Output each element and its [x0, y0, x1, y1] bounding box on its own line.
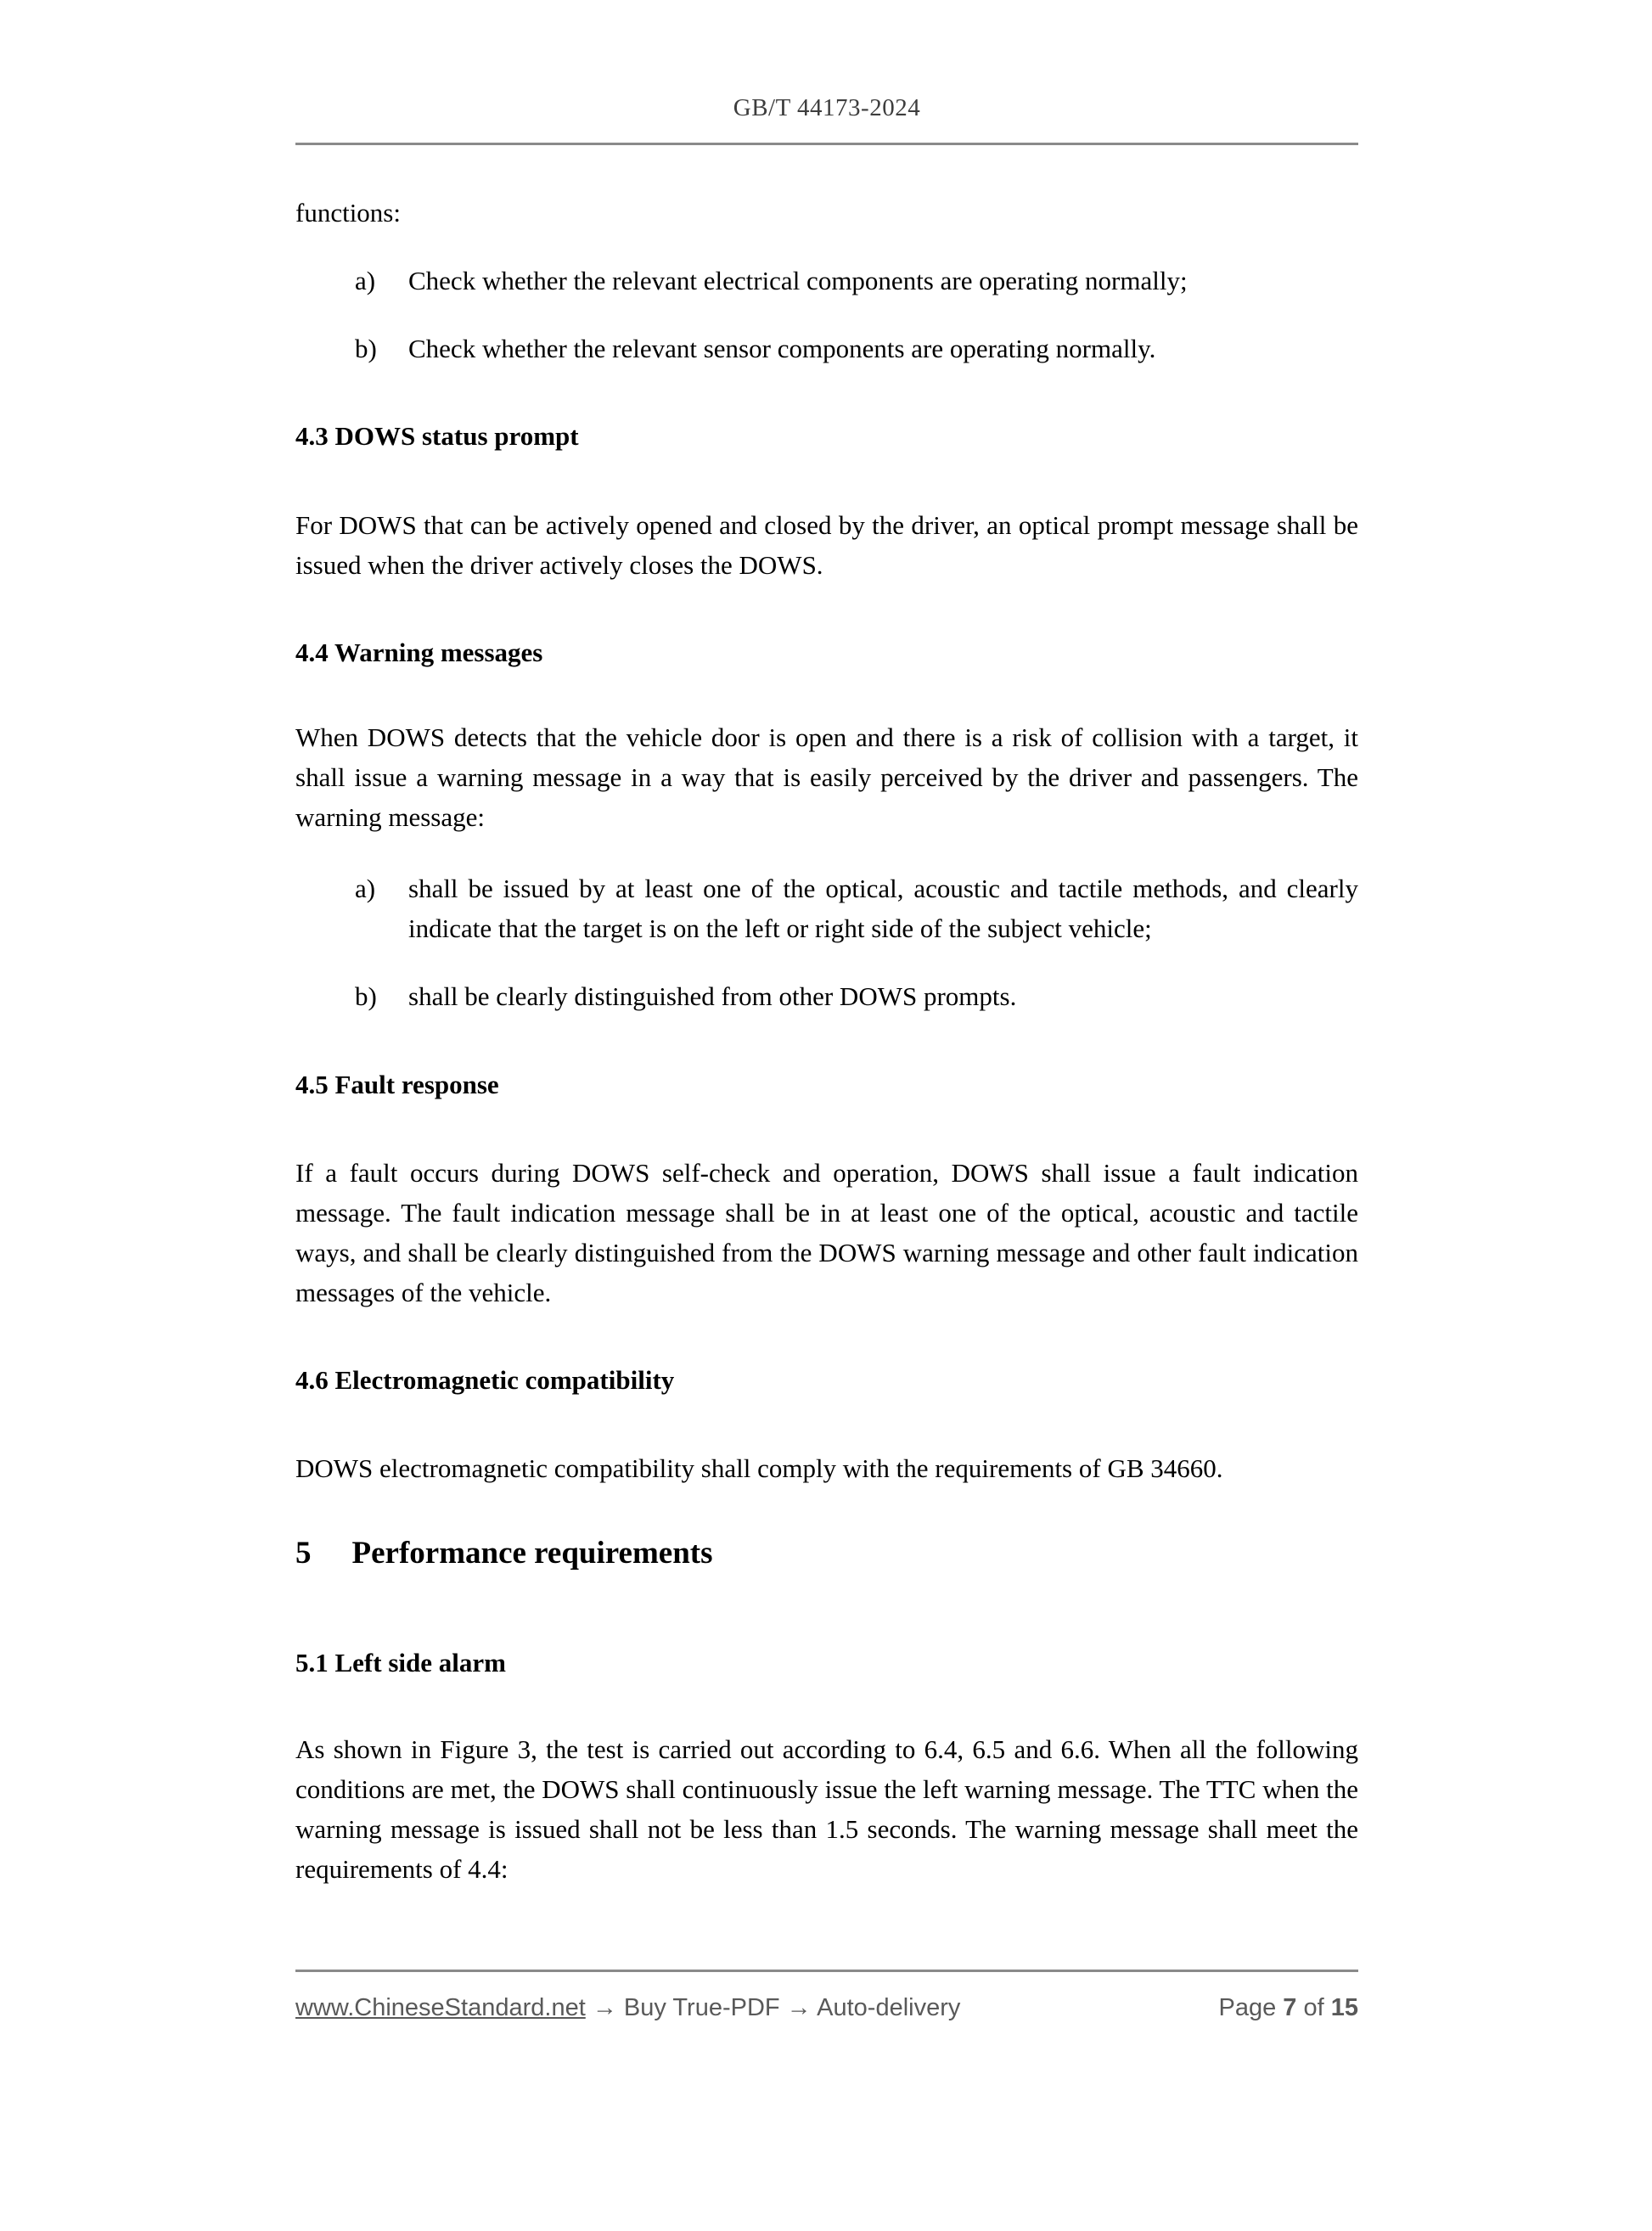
section-paragraph-5-1: As shown in Figure 3, the test is carried out according to 6.4, 6.5 and 6.6. When all the following conditions are met, the DOWS shall continuously issue the left warning message. The TTC when the warning message is issued shall not be less than 1.5 seconds. The warning message shall meet the requirements of 4.4:: [295, 1734, 1358, 1884]
document-page: [0, 93, 1652, 2231]
section-heading-5-1: 5.1 Left side alarm: [295, 1648, 506, 1677]
section-heading-4-6: 4.6 Electromagnetic compatibility: [295, 1365, 675, 1395]
section-paragraph-4-4: When DOWS detects that the vehicle door is open and there is a risk of collision with a target, it shall issue a warning message in a way that is easily perceived by the driver and passengers. The warning message:: [295, 722, 1358, 832]
footer-buy-label: Buy True-PDF: [623, 1994, 780, 2021]
chapter-number: 5: [295, 1536, 312, 1571]
list-item-marker: a): [355, 874, 376, 903]
list-item-text: Check whether the relevant electrical components are operating normally;: [408, 266, 1188, 295]
intro-text: functions:: [295, 198, 401, 228]
list-item-b: [295, 329, 1358, 368]
list-item-marker: b): [355, 334, 377, 363]
page-header-title: GB/T 44173-2024: [733, 94, 921, 121]
list-item-marker: a): [355, 266, 376, 295]
list-item-text: shall be clearly distinguished from other DOWS prompts.: [408, 981, 1017, 1011]
arrow-icon: →: [786, 1994, 812, 2021]
warning-list-item-b: [295, 976, 1358, 1016]
page-indicator: [1218, 1989, 1358, 2026]
section-paragraph-4-3: For DOWS that can be actively opened and closed by the driver, an optical prompt message shall be issued when the driver actively closes the DOWS.: [295, 510, 1358, 580]
list-item-text: shall be issued by at least one of the optical, acoustic and tactile methods, and clearly indicate that the target is on the left or right side of the subject vehicle;: [408, 874, 1358, 943]
footer-left: [295, 1989, 960, 2026]
list-item-a: [295, 261, 1358, 301]
arrow-icon: →: [592, 1994, 617, 2021]
footer-delivery-label: Auto-delivery: [817, 1994, 961, 2021]
warning-list-item-a: [295, 868, 1358, 948]
page-indicator-of: of: [1303, 1994, 1324, 2021]
footer-divider: [295, 1970, 1358, 1972]
section-paragraph-4-6: DOWS electromagnetic compatibility shall comply with the requirements of GB 34660.: [295, 1453, 1223, 1483]
page-indicator-current: 7: [1283, 1994, 1297, 2021]
section-heading-4-3: 4.3 DOWS status prompt: [295, 421, 579, 451]
footer-website-link[interactable]: www.ChineseStandard.net: [295, 1994, 586, 2021]
section-heading-4-5: 4.5 Fault response: [295, 1070, 499, 1099]
list-item-marker: b): [355, 981, 377, 1011]
list-item-text: Check whether the relevant sensor components are operating normally.: [408, 334, 1156, 363]
chapter-title: Performance requirements: [351, 1536, 713, 1571]
section-heading-4-4: 4.4 Warning messages: [295, 638, 543, 667]
chapter-heading-5: [295, 1530, 1358, 1577]
page-indicator-label: Page: [1218, 1994, 1277, 2021]
page-indicator-total: 15: [1330, 1994, 1358, 2021]
page-footer: [295, 1989, 1358, 2026]
header-divider: [295, 143, 1358, 145]
section-paragraph-4-5: If a fault occurs during DOWS self-check and operation, DOWS shall issue a fault indication message. The fault indication message shall be in at least one of the optical, acoustic and tactile ways, and shall be clearly distinguished from the DOWS warning message and other fault indication messages of the vehicle.: [295, 1158, 1358, 1307]
